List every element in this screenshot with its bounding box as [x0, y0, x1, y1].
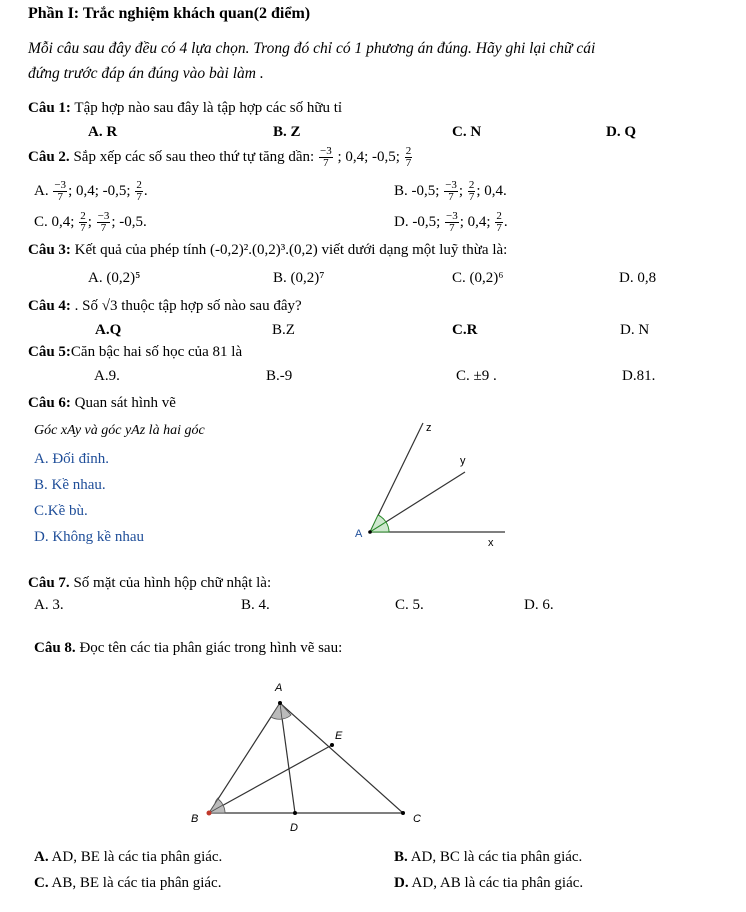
- fraction: $\frac{-3}{7}$: [445, 179, 457, 203]
- q2-stem: [28, 146, 413, 169]
- label-y: y: [460, 455, 466, 467]
- q4-option-d[interactable]: D. N: [620, 322, 650, 338]
- option-letter: D.: [394, 213, 409, 230]
- q3-text: Kết quả của phép tính (-0,2)².(0,2)³.(0,2) viết dưới dạng một luỹ thừa là:: [74, 242, 508, 258]
- q5-option-b[interactable]: B.-9: [266, 368, 293, 384]
- point-a: [368, 530, 372, 534]
- q8-label: Câu 8.: [34, 640, 76, 656]
- q4-label: Câu 4:: [28, 298, 71, 314]
- q5-stem: [28, 344, 242, 361]
- instruction-line-2: đứng trước đáp án đúng vào bài làm .: [28, 65, 264, 82]
- q3-stem: [28, 242, 507, 259]
- q7-stem: [28, 575, 271, 592]
- q6-label: Câu 6:: [28, 395, 71, 411]
- fraction: $\frac{-3}{7}$: [319, 145, 332, 169]
- q3-label: Câu 3:: [28, 242, 71, 258]
- fraction: $\frac{2}{7}$: [468, 179, 475, 203]
- q6-option-d[interactable]: D. Không kề nhau: [34, 529, 144, 545]
- q6-question: Góc xAy và góc yAz là hai góc: [34, 423, 205, 438]
- q6-option-b[interactable]: B. Kề nhau.: [34, 477, 106, 493]
- q4-option-b[interactable]: B.Z: [272, 322, 295, 338]
- option-text: -0,5;: [411, 182, 440, 199]
- q1-option-a[interactable]: A. R: [88, 124, 118, 140]
- option-letter: A.: [34, 182, 49, 199]
- fraction: $\frac{-3}{7}$: [97, 210, 110, 234]
- label-e: E: [335, 730, 343, 742]
- fraction: $\frac{-3}{7}$: [54, 179, 67, 203]
- q2-text: Sắp xếp các số sau theo thứ tự tăng dần:: [73, 148, 315, 165]
- point-d: [293, 811, 297, 815]
- q4-option-a[interactable]: A.Q: [95, 322, 122, 338]
- q7-text: Số mặt của hình hộp chữ nhật là:: [73, 575, 272, 591]
- q8-triangle-figure: [185, 675, 435, 840]
- point-b: [207, 811, 212, 816]
- q8-text: Đọc tên các tia phân giác trong hình vẽ sau:: [79, 640, 343, 656]
- q1-text: Tập hợp nào sau đây là tập hợp các số hữu tỉ: [74, 100, 343, 116]
- q3-option-b[interactable]: B. (0,2)⁷: [273, 270, 325, 286]
- label-x: x: [488, 537, 494, 549]
- q2-tail: ; 0,4; -0,5;: [337, 148, 400, 165]
- label-c: C: [413, 813, 421, 825]
- option-text: 0,4;: [51, 213, 75, 230]
- label-z: z: [426, 422, 432, 434]
- q5-text: Căn bậc hai số học của 81 là: [70, 344, 243, 360]
- q2-option-d[interactable]: D. -0,5; $\frac{-3}{7}$ ; 0,4; $\frac{2}{7}$ .: [394, 210, 508, 234]
- q8-option-c[interactable]: C. AB, BE là các tia phân giác.: [34, 875, 222, 891]
- q1-option-c[interactable]: C. N: [452, 124, 482, 140]
- q4-stem: [28, 298, 302, 315]
- point-c: [401, 811, 405, 815]
- q5-option-a[interactable]: A.9.: [94, 368, 120, 384]
- q5-option-c[interactable]: C. ±9 .: [456, 368, 497, 384]
- label-a: A: [275, 682, 283, 694]
- option-letter: C.: [34, 213, 48, 230]
- q1-option-b[interactable]: B. Z: [273, 124, 301, 140]
- q5-label: Câu 5:: [28, 344, 71, 360]
- q3-option-d[interactable]: D. 0,8: [619, 270, 657, 286]
- fraction: $\frac{2}{7}$: [136, 179, 142, 203]
- label-a: A: [355, 528, 363, 540]
- option-text: ; 0,4;: [459, 213, 491, 230]
- q7-option-b[interactable]: B. 4.: [241, 597, 270, 613]
- option-text: ; -0,5.: [111, 213, 147, 230]
- q7-option-c[interactable]: C. 5.: [395, 597, 424, 613]
- q7-option-d[interactable]: D. 6.: [524, 597, 554, 613]
- fraction: $\frac{2}{7}$: [496, 210, 502, 234]
- q8-option-a[interactable]: A. AD, BE là các tia phân giác.: [34, 849, 223, 865]
- q7-label: Câu 7.: [28, 575, 70, 591]
- point-e: [330, 743, 334, 747]
- fraction: $\frac{2}{7}$: [80, 210, 86, 234]
- label-d: D: [290, 822, 298, 834]
- instruction-line-1: Mỗi câu sau đây đều có 4 lựa chọn. Trong đó chỉ có 1 phương án đúng. Hãy ghi lại chữ cái: [28, 40, 596, 57]
- option-letter: B.: [394, 182, 408, 199]
- q2-option-c[interactable]: C. 0,4; $\frac{2}{7}$ ; $\frac{-3}{7}$ ; -0,5.: [34, 210, 147, 234]
- q6-angle-figure: [345, 415, 520, 550]
- option-text: -0,5;: [412, 213, 441, 230]
- q6-option-a[interactable]: A. Đối đỉnh.: [34, 451, 109, 467]
- q5-option-d[interactable]: D.81.: [622, 368, 656, 384]
- fraction: $\frac{-3}{7}$: [446, 210, 458, 234]
- label-b: B: [191, 813, 199, 825]
- option-text: ; 0,4.: [476, 182, 507, 199]
- q6-stem: [28, 395, 176, 412]
- q2-option-b[interactable]: B. -0,5; $\frac{-3}{7}$ ; $\frac{2}{7}$ ; 0,4.: [394, 179, 507, 203]
- q4-option-c[interactable]: C.R: [452, 322, 478, 338]
- q7-option-a[interactable]: A. 3.: [34, 597, 64, 613]
- section-title: Phần I: Trắc nghiệm khách quan(2 điểm): [28, 5, 311, 22]
- option-text: ; 0,4; -0,5;: [68, 182, 131, 199]
- q6-text: Quan sát hình vẽ: [74, 395, 176, 411]
- q3-option-a[interactable]: A. (0,2)⁵: [88, 270, 141, 286]
- q1-stem: [28, 100, 342, 117]
- q1-option-d[interactable]: D. Q: [606, 124, 636, 140]
- q2-label: Câu 2.: [28, 148, 70, 165]
- bisector-ad: [280, 703, 295, 813]
- q3-option-c[interactable]: C. (0,2)⁶: [452, 270, 504, 286]
- q8-stem: [34, 640, 342, 657]
- q6-option-c[interactable]: C.Kề bù.: [34, 503, 88, 519]
- bisector-be: [209, 745, 332, 813]
- q4-text: . Số √3 thuộc tập hợp số nào sau đây?: [74, 298, 302, 314]
- q1-label: Câu 1:: [28, 100, 71, 116]
- q8-option-d[interactable]: D. AD, AB là các tia phân giác.: [394, 875, 584, 891]
- fraction: $\frac{2}{7}$: [405, 145, 412, 169]
- point-a: [278, 701, 282, 705]
- q8-option-b[interactable]: B. AD, BC là các tia phân giác.: [394, 849, 583, 865]
- q2-option-a[interactable]: A. $\frac{-3}{7}$ ; 0,4; -0,5; $\frac{2}{7}$ .: [34, 179, 148, 203]
